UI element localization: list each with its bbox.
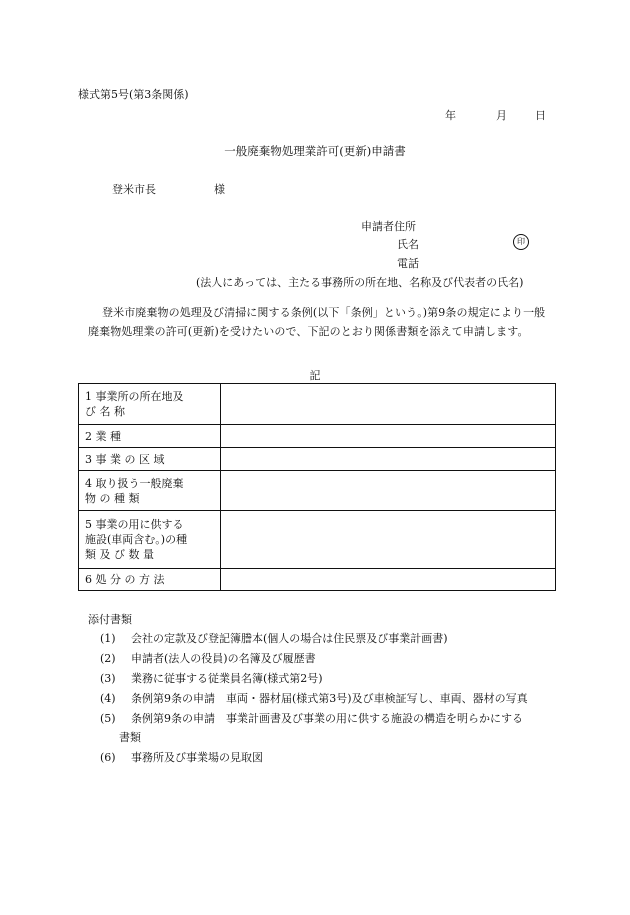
attachment-text: 業務に従事する従業員名簿(様式第2号) bbox=[131, 672, 323, 685]
attachment-number: (1) bbox=[100, 632, 116, 645]
attachment-text: 事務所及び事業場の見取図 bbox=[131, 751, 263, 764]
table-row bbox=[79, 511, 556, 569]
row-label-line: 類 及 び 数 量 bbox=[85, 548, 154, 561]
table-row bbox=[79, 425, 556, 448]
attachment-item bbox=[100, 710, 523, 726]
attachment-item bbox=[100, 650, 316, 666]
table-row bbox=[79, 471, 556, 511]
attachment-number: (3) bbox=[100, 672, 116, 685]
date-day-label: 日 bbox=[535, 109, 546, 122]
row-label bbox=[79, 569, 221, 591]
addressee bbox=[112, 181, 225, 197]
application-body-text: 登米市廃棄物の処理及び清掃に関する条例(以下「条例」という。)第9条の規定により一般廃棄物処理業の許可(更新)を受けたいので、下記のとおり関係書類を添えて申請します。 bbox=[88, 306, 546, 338]
attachment-item bbox=[100, 749, 263, 765]
attachments-title: 添付書類 bbox=[88, 613, 132, 626]
row-value-field[interactable] bbox=[221, 569, 556, 591]
attachment-text: 会社の定款及び登記簿謄本(個人の場合は住民票及び事業計画書) bbox=[131, 632, 448, 645]
row-label-line: 施設(車両含む。)の種 bbox=[85, 533, 188, 546]
attachment-number: (2) bbox=[100, 652, 116, 665]
ki-label: 記 bbox=[309, 369, 321, 382]
row-label-line: 5 事業の用に供する bbox=[85, 518, 184, 531]
date-year-label: 年 bbox=[445, 109, 456, 122]
row-label-line: 物 の 種 類 bbox=[85, 491, 140, 505]
row-label bbox=[79, 384, 221, 425]
row-value-field[interactable] bbox=[221, 471, 556, 511]
attachment-number: (4) bbox=[100, 692, 116, 705]
form-number: 様式第5号(第3条関係) bbox=[78, 88, 189, 101]
attachment-number: (6) bbox=[100, 751, 116, 764]
date-line bbox=[445, 107, 546, 123]
row-value-field[interactable] bbox=[221, 448, 556, 471]
applicant-name-label: 氏名 bbox=[397, 238, 419, 251]
table-row bbox=[79, 448, 556, 471]
table-row bbox=[79, 569, 556, 591]
row-label bbox=[79, 511, 221, 569]
attachment-text: 条例第9条の申請 事業計画書及び事業の用に供する施設の構造を明らかにする bbox=[131, 712, 523, 725]
row-label-line: 6 処 分 の 方 法 bbox=[85, 573, 165, 586]
addressee-name: 登米市長 bbox=[112, 183, 156, 196]
table-row bbox=[79, 384, 556, 425]
attachment-continuation: 書類 bbox=[119, 731, 141, 744]
row-value-field[interactable] bbox=[221, 384, 556, 425]
attachment-item bbox=[100, 690, 528, 706]
corporate-note: (法人にあっては、主たる事務所の所在地、名称及び代表者の氏名) bbox=[196, 276, 524, 289]
row-label-line: 1 事業所の所在地及 bbox=[85, 390, 184, 403]
row-label-line: 2 業 種 bbox=[85, 429, 121, 443]
row-label-line: 4 取り扱う一般廃棄 bbox=[85, 476, 184, 490]
addressee-honorific: 様 bbox=[214, 183, 225, 196]
applicant-phone-label: 電話 bbox=[397, 257, 419, 270]
seal-mark: 印 bbox=[513, 234, 529, 250]
attachment-number: (5) bbox=[100, 712, 116, 725]
row-label bbox=[79, 448, 221, 471]
details-table bbox=[78, 383, 556, 591]
row-label-line: び 名 称 bbox=[85, 405, 125, 418]
row-value-field[interactable] bbox=[221, 511, 556, 569]
row-label-line: 3 事 業 の 区 域 bbox=[85, 452, 165, 466]
attachment-item bbox=[100, 630, 448, 646]
applicant-address-label: 申請者住所 bbox=[361, 220, 416, 233]
row-label bbox=[79, 425, 221, 448]
attachment-text: 条例第9条の申請 車両・器材届(様式第3号)及び車検証写し、車両、器材の写真 bbox=[131, 692, 528, 705]
attachment-item bbox=[100, 670, 323, 686]
date-month-label: 月 bbox=[496, 109, 507, 122]
document-title: 一般廃棄物処理業許可(更新)申請書 bbox=[224, 144, 406, 158]
row-label bbox=[79, 471, 221, 511]
attachment-text: 申請者(法人の役員)の名簿及び履歴書 bbox=[131, 652, 316, 665]
row-value-field[interactable] bbox=[221, 425, 556, 448]
